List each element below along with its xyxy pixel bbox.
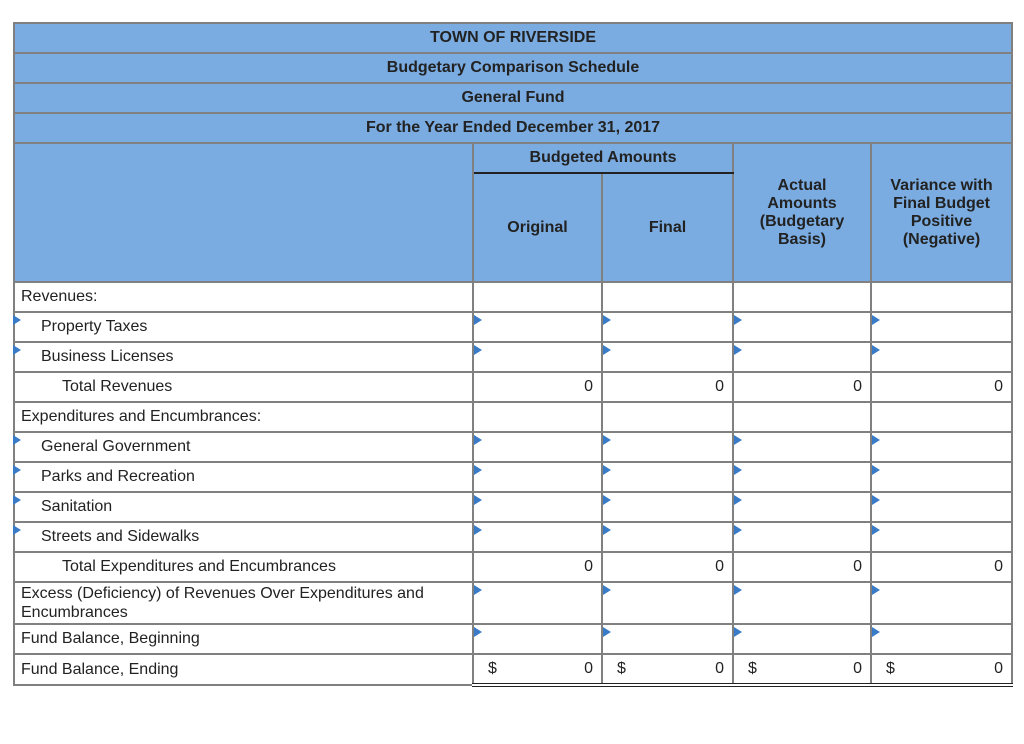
input-variance[interactable] [871, 522, 1012, 552]
dropdown-marker-icon [872, 465, 880, 475]
table-row-excess [14, 582, 1012, 624]
input-actual[interactable] [733, 582, 871, 624]
row-label-cell[interactable]: Parks and Recreation [14, 462, 473, 492]
dropdown-marker-icon [872, 435, 880, 445]
section-revenues [14, 282, 1012, 312]
row-label-cell[interactable]: Sanitation [14, 492, 473, 522]
dropdown-marker-icon [734, 435, 742, 445]
dropdown-marker-icon [13, 465, 21, 475]
label-column-header [14, 143, 473, 282]
input-original[interactable] [473, 522, 602, 552]
row-label-cell[interactable]: Streets and Sidewalks [14, 522, 473, 552]
dropdown-marker-icon [603, 465, 611, 475]
input-original[interactable] [473, 312, 602, 342]
currency-symbol: $ [886, 660, 895, 677]
input-final[interactable] [602, 522, 733, 552]
input-final[interactable] [602, 582, 733, 624]
dropdown-marker-icon [603, 525, 611, 535]
input-original[interactable] [473, 342, 602, 372]
ending-variance: $ 0 [871, 654, 1012, 685]
dropdown-marker-icon [474, 345, 482, 355]
dropdown-marker-icon [474, 627, 482, 637]
final-column-header: Final [602, 173, 733, 282]
row-label-cell[interactable]: Property Taxes [14, 312, 473, 342]
report-subtitle: Budgetary Comparison Schedule [14, 53, 1012, 83]
input-variance[interactable] [871, 492, 1012, 522]
input-original[interactable] [473, 624, 602, 654]
dropdown-marker-icon [603, 627, 611, 637]
report-period: For the Year Ended December 31, 2017 [14, 113, 1012, 143]
dropdown-marker-icon [603, 585, 611, 595]
ending-original: $ 0 [473, 654, 602, 685]
input-variance[interactable] [871, 462, 1012, 492]
input-original[interactable] [473, 582, 602, 624]
dropdown-marker-icon [13, 495, 21, 505]
table-row-fund-beginning [14, 624, 1012, 654]
row-label: Excess (Deficiency) of Revenues Over Expenditures and Encumbrances [14, 582, 473, 624]
dropdown-marker-icon [603, 345, 611, 355]
dropdown-marker-icon [474, 465, 482, 475]
input-final[interactable] [602, 462, 733, 492]
dropdown-marker-icon [13, 315, 21, 325]
input-actual[interactable] [733, 342, 871, 372]
report-title: TOWN OF RIVERSIDE [14, 23, 1012, 53]
dropdown-marker-icon [734, 465, 742, 475]
budgeted-amounts-header: Budgeted Amounts [473, 143, 733, 173]
total-variance: 0 [871, 552, 1012, 582]
input-actual[interactable] [733, 462, 871, 492]
row-label: Total Expenditures and Encumbrances [14, 552, 473, 582]
input-actual[interactable] [733, 312, 871, 342]
row-label-cell[interactable]: General Government [14, 432, 473, 462]
input-actual[interactable] [733, 522, 871, 552]
total-final: 0 [602, 552, 733, 582]
table-row-property-taxes [14, 312, 1012, 342]
table-row-fund-ending [14, 654, 1012, 685]
table-row-streets-sidewalks [14, 522, 1012, 552]
total-original: 0 [473, 552, 602, 582]
dropdown-marker-icon [872, 495, 880, 505]
total-actual: 0 [733, 372, 871, 402]
input-variance[interactable] [871, 312, 1012, 342]
total-variance: 0 [871, 372, 1012, 402]
dropdown-marker-icon [474, 495, 482, 505]
dropdown-marker-icon [603, 495, 611, 505]
fund-name: General Fund [14, 83, 1012, 113]
dropdown-marker-icon [13, 345, 21, 355]
dropdown-marker-icon [734, 525, 742, 535]
dropdown-marker-icon [872, 315, 880, 325]
input-final[interactable] [602, 312, 733, 342]
dropdown-marker-icon [734, 585, 742, 595]
ending-final: $ 0 [602, 654, 733, 685]
dropdown-marker-icon [872, 585, 880, 595]
input-variance[interactable] [871, 624, 1012, 654]
total-actual: 0 [733, 552, 871, 582]
input-actual[interactable] [733, 624, 871, 654]
total-original: 0 [473, 372, 602, 402]
original-column-header: Original [473, 173, 602, 282]
input-variance[interactable] [871, 582, 1012, 624]
dropdown-marker-icon [13, 435, 21, 445]
input-final[interactable] [602, 492, 733, 522]
total-final: 0 [602, 372, 733, 402]
dropdown-marker-icon [872, 627, 880, 637]
row-label: Revenues: [14, 282, 473, 312]
dropdown-marker-icon [734, 627, 742, 637]
row-label: Total Revenues [14, 372, 473, 402]
input-original[interactable] [473, 432, 602, 462]
table-row-general-government [14, 432, 1012, 462]
dropdown-marker-icon [474, 435, 482, 445]
input-original[interactable] [473, 462, 602, 492]
table-row-business-licenses [14, 342, 1012, 372]
dropdown-marker-icon [734, 495, 742, 505]
input-final[interactable] [602, 342, 733, 372]
input-variance[interactable] [871, 432, 1012, 462]
row-label: Expenditures and Encumbrances: [14, 402, 473, 432]
input-variance[interactable] [871, 342, 1012, 372]
input-final[interactable] [602, 432, 733, 462]
currency-symbol: $ [748, 660, 757, 677]
input-final[interactable] [602, 624, 733, 654]
table-row-parks-recreation [14, 462, 1012, 492]
input-actual[interactable] [733, 492, 871, 522]
table-row-total-expenditures [14, 552, 1012, 582]
input-actual[interactable] [733, 432, 871, 462]
dropdown-marker-icon [734, 315, 742, 325]
table-row-total-revenues [14, 372, 1012, 402]
table-row-sanitation [14, 492, 1012, 522]
row-label-cell[interactable]: Business Licenses [14, 342, 473, 372]
dropdown-marker-icon [474, 315, 482, 325]
dropdown-marker-icon [474, 525, 482, 535]
actual-column-header: Actual Amounts (Budgetary Basis) [733, 143, 871, 282]
dropdown-marker-icon [872, 345, 880, 355]
currency-symbol: $ [617, 660, 626, 677]
variance-column-header: Variance with Final Budget Positive (Negative) [871, 143, 1012, 282]
dropdown-marker-icon [872, 525, 880, 535]
row-label: Fund Balance, Ending [14, 654, 473, 685]
dropdown-marker-icon [603, 315, 611, 325]
section-expenditures [14, 402, 1012, 432]
row-label: Fund Balance, Beginning [14, 624, 473, 654]
dropdown-marker-icon [734, 345, 742, 355]
dropdown-marker-icon [474, 585, 482, 595]
currency-symbol: $ [488, 660, 497, 677]
budgetary-comparison-table [13, 22, 1013, 687]
input-original[interactable] [473, 492, 602, 522]
dropdown-marker-icon [603, 435, 611, 445]
ending-actual: $ 0 [733, 654, 871, 685]
dropdown-marker-icon [13, 525, 21, 535]
